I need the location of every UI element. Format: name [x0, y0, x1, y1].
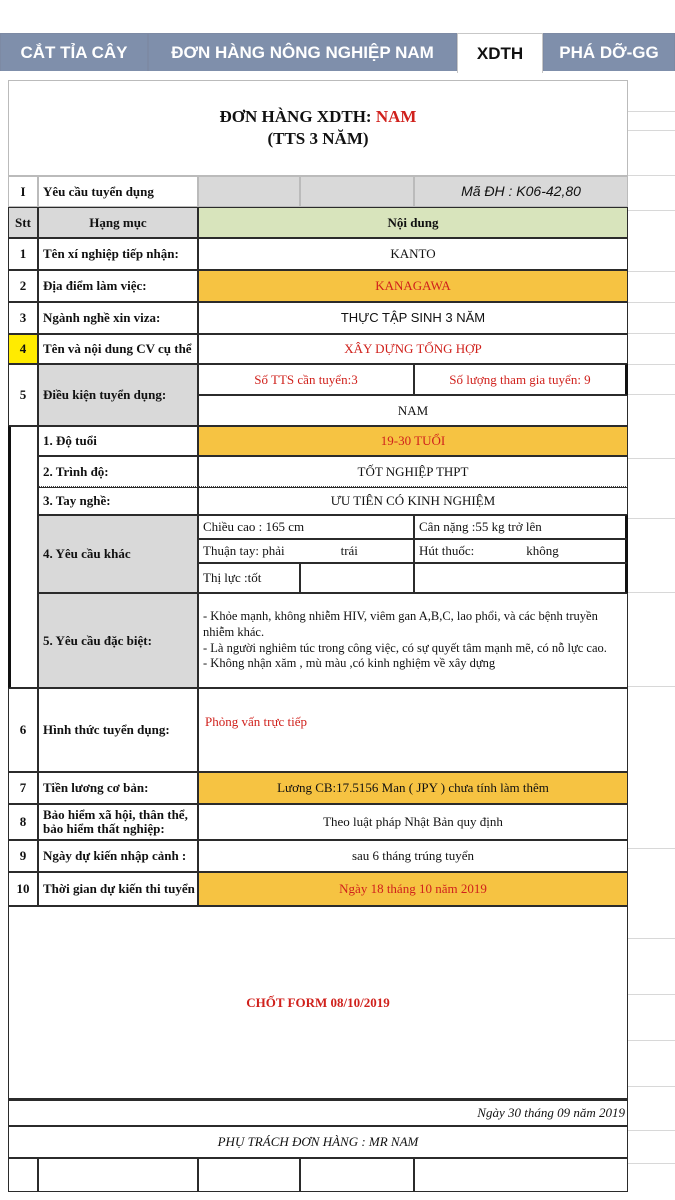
row-label-other: 4. Yêu cầu khác: [38, 515, 198, 593]
blank-cell: [38, 1158, 198, 1192]
smoking-value: không: [526, 543, 559, 559]
column-header-stt: Stt: [8, 207, 38, 238]
row-label-location: Địa điểm làm việc:: [38, 270, 198, 302]
gridline: [628, 130, 675, 131]
gridline: [628, 333, 675, 334]
sheet-tab-bar: [0, 0, 675, 78]
row-label-entry-date: Ngày dự kiến nhập cảnh :: [38, 840, 198, 872]
weight-requirement: Cân nặng :55 kg trở lên: [414, 515, 628, 539]
blank-cell: [414, 1158, 628, 1192]
special-line-3: - Không nhận xăm , mù màu ,có kinh nghiệm về xây dựng: [203, 656, 496, 671]
gridline: [628, 394, 675, 395]
gridline: [628, 175, 675, 176]
column-header-category: Hạng mục: [38, 207, 198, 238]
row-label-job-content: Tên và nội dung CV cụ thể: [38, 334, 198, 364]
insurance-value: Theo luật pháp Nhật Bản quy định: [198, 804, 628, 840]
company-value: KANTO: [198, 238, 628, 270]
row-number: 9: [8, 840, 38, 872]
gridline: [628, 1086, 675, 1087]
gridline: [628, 518, 675, 519]
gridline: [628, 994, 675, 995]
handedness-alt: trái: [340, 543, 358, 559]
row-number: 8: [8, 804, 38, 840]
row-label-recruit-method: Hình thức tuyển dụng:: [38, 688, 198, 772]
row-label-special: 5. Yêu cầu đặc biệt:: [38, 593, 198, 688]
row-number: 10: [8, 872, 38, 906]
column-header-content: Nội dung: [198, 207, 628, 238]
row-label-age: 1. Độ tuổi: [38, 426, 198, 456]
section-roman-numeral: I: [8, 176, 38, 207]
blank-cell: [414, 563, 628, 593]
gridline: [628, 1040, 675, 1041]
smoking-requirement: [414, 539, 628, 563]
education-value: TỐT NGHIỆP THPT: [198, 456, 628, 487]
row-number: 3: [8, 302, 38, 334]
form-closing-note: CHỐT FORM 08/10/2019: [8, 906, 628, 1100]
row-label-skill: 3. Tay nghề:: [38, 487, 198, 515]
skill-value: ƯU TIÊN CÓ KINH NGHIỆM: [198, 487, 628, 515]
blank-cell: [8, 1158, 38, 1192]
gridline: [628, 938, 675, 939]
salary-value: Lương CB:17.5156 Man ( JPY ) chưa tính làm thêm: [198, 772, 628, 804]
location-value: KANAGAWA: [198, 270, 628, 302]
tab-don-hang-nong-nghiep-nam[interactable]: ĐƠN HÀNG NÔNG NGHIỆP NAM: [148, 33, 457, 71]
tab-cat-tia-cay[interactable]: CẮT TỈA CÂY: [0, 33, 148, 71]
order-subtitle: (TTS 3 NĂM): [267, 129, 369, 148]
exam-date-value: Ngày 18 tháng 10 năm 2019: [198, 872, 628, 906]
order-manager: PHỤ TRÁCH ĐƠN HÀNG : MR NAM: [8, 1126, 628, 1158]
order-title-prefix: ĐƠN HÀNG XDTH:: [219, 106, 376, 126]
row-number: 5: [8, 364, 38, 426]
age-value: 19-30 TUỔI: [198, 426, 628, 456]
spreadsheet-canvas: [0, 78, 675, 1200]
order-title: [220, 107, 417, 127]
gridline: [628, 111, 675, 112]
entry-date-value: sau 6 tháng trúng tuyển: [198, 840, 628, 872]
row-label-insurance: Bảo hiểm xã hội, thân thể, bảo hiểm thất nghiệp:: [38, 804, 198, 840]
row-number: 2: [8, 270, 38, 302]
participants-value: Số lượng tham gia tuyển: 9: [414, 364, 628, 395]
blank-cell: [300, 563, 414, 593]
special-line-2: - Là người nghiêm túc trong công việc, có sự quyết tâm mạnh mẽ, có nỗ lực cao.: [203, 640, 607, 655]
special-requirements-value: [198, 593, 628, 688]
row-label-company: Tên xí nghiệp tiếp nhận:: [38, 238, 198, 270]
gridline: [628, 458, 675, 459]
tab-xdth[interactable]: XDTH: [457, 33, 543, 73]
order-title-block: [8, 80, 628, 176]
gridline: [628, 848, 675, 849]
section-blank-cell: [198, 176, 300, 207]
gridline: [628, 1130, 675, 1131]
recruit-method-value: Phỏng vấn trực tiếp: [198, 688, 628, 772]
stt-merged-blank: [8, 426, 38, 688]
order-title-highlight: NAM: [375, 106, 417, 126]
row-number: 1: [8, 238, 38, 270]
gridline: [628, 364, 675, 365]
visa-job-value: THỰC TẬP SINH 3 NĂM: [198, 302, 628, 334]
gridline: [628, 302, 675, 303]
tab-pha-do-gg[interactable]: PHÁ DỠ-GG: [543, 33, 675, 71]
row-number-highlighted: 4: [8, 334, 38, 364]
row-label-conditions: Điều kiện tuyển dụng:: [38, 364, 198, 426]
height-requirement: Chiều cao : 165 cm: [198, 515, 414, 539]
blank-cell: [198, 1158, 300, 1192]
section-blank-cell: [300, 176, 414, 207]
special-line-1: - Khỏe mạnh, không nhiễm HIV, viêm gan A,B,C, lao phổi, và các bệnh truyền nhiễm khác.: [203, 609, 598, 639]
gridline: [628, 1163, 675, 1164]
gridline: [628, 592, 675, 593]
handedness-primary: Thuận tay: phải: [203, 543, 285, 559]
job-content-value: XÂY DỰNG TỔNG HỢP: [198, 334, 628, 364]
signing-date: Ngày 30 tháng 09 năm 2019: [8, 1100, 628, 1126]
blank-cell: [300, 1158, 414, 1192]
gridline: [628, 210, 675, 211]
eyesight-requirement: Thị lực :tốt: [198, 563, 300, 593]
gender-value: NAM: [198, 395, 628, 426]
order-code: Mã ĐH : K06-42,80: [414, 176, 628, 207]
row-label-education: 2. Trình độ:: [38, 456, 198, 487]
section-label: Yêu cầu tuyển dụng: [38, 176, 198, 207]
handedness-requirement: [198, 539, 414, 563]
row-label-visa-job: Ngành nghề xin viza:: [38, 302, 198, 334]
row-number: 7: [8, 772, 38, 804]
gridline: [628, 271, 675, 272]
row-label-exam-date: Thời gian dự kiến thi tuyển: [38, 872, 198, 906]
smoking-label: Hút thuốc:: [419, 543, 475, 559]
tts-needed-value: Số TTS cần tuyển:3: [198, 364, 414, 395]
gridline: [628, 686, 675, 687]
row-number: 6: [8, 688, 38, 772]
row-label-salary: Tiền lương cơ bản:: [38, 772, 198, 804]
